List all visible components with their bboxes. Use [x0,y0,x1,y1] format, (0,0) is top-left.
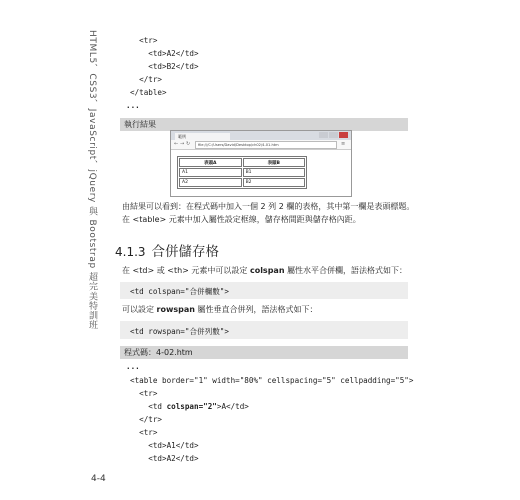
intro-text: 屬性垂直合併列，語法格式如下： [194,305,318,314]
page-number: 4-4 [91,474,106,484]
demo-table [177,156,307,189]
code-line: ... [126,362,140,371]
forward-icon: → [180,141,185,147]
code-line: <td>A1</td> [130,441,199,450]
code-line [130,402,249,411]
intro-text: 可以設定 [122,305,157,314]
code-label-bar: 程式碼：4-02.htm [120,346,408,359]
table-cell: A2 [179,178,242,187]
keyword: colspan [249,266,285,275]
table-header: 表頭B [243,158,305,167]
result-label-bar: 執行結果 [120,118,408,131]
browser-titlebar [171,131,351,140]
keyword: rowspan [156,305,195,314]
result-paragraph-1: 由結果可以看到：在程式碼中加入一個 2 列 2 欄的表格，其中第一欄是表頭標題。 [122,202,415,211]
code-line: </tr> [130,75,163,84]
browser-viewport [171,150,351,196]
close-icon [339,132,348,138]
section-title: 合併儲存格 [151,244,220,260]
code-line: <td>A2</td> [130,49,199,58]
code-line: <td>B2</td> [130,62,199,71]
result-paragraph-2: 在 <table> 元素中加入屬性設定框線，儲存格間距與儲存格內距。 [122,215,361,224]
table-cell: B1 [243,168,305,177]
code-line: <tr> [130,389,158,398]
table-header: 表頭A [179,158,242,167]
rowspan-code-block [120,321,408,339]
code-line: <tr> [130,428,158,437]
colspan-code-block [120,282,408,299]
code-block-top [120,0,408,108]
table-cell: A1 [179,168,242,177]
book-title-sidebar: HTML5、CSS3、JavaScript、jQuery 與 Bootstrap 超完美特訓班 [87,30,97,330]
code-line: </tr> [130,415,163,424]
code-line: <td colspan="合併欄數"> [130,287,229,296]
section-heading [115,240,219,260]
table-cell: B2 [243,178,305,187]
code-line: <tr> [130,36,158,45]
minimize-icon [319,132,328,138]
back-icon: ← [174,141,179,147]
maximize-icon [329,132,338,138]
rowspan-intro [122,304,318,315]
code-line: <td>A2</td> [130,454,199,463]
browser-toolbar [171,140,351,150]
reload-icon: ↻ [186,141,191,147]
menu-icon: ≡ [341,141,346,147]
code-line: <td rowspan="合併列數"> [130,327,229,336]
section-number: 4.1.3 [115,245,146,259]
intro-text: 屬性水平合併欄，語法格式如下： [284,266,408,275]
browser-screenshot [170,130,352,197]
code-keyword: colspan="2" [166,402,217,411]
intro-text: 在 <td> 或 <th> 元素中可以設定 [122,266,250,275]
code-text: >A</td> [216,402,249,411]
browser-tab: 範例 [175,133,230,140]
code-line: <table border="1" width="80%" cellspacing="5" cellpadding="5"> [130,376,414,385]
code-line: ... [126,101,140,110]
colspan-intro [122,265,407,276]
address-bar: file:///C:/Users/David/Desktop/ch02/4-01.htm [195,141,337,149]
code-text: <td [130,402,167,411]
code-block-bottom [120,360,414,470]
code-line: </table> [130,88,167,97]
